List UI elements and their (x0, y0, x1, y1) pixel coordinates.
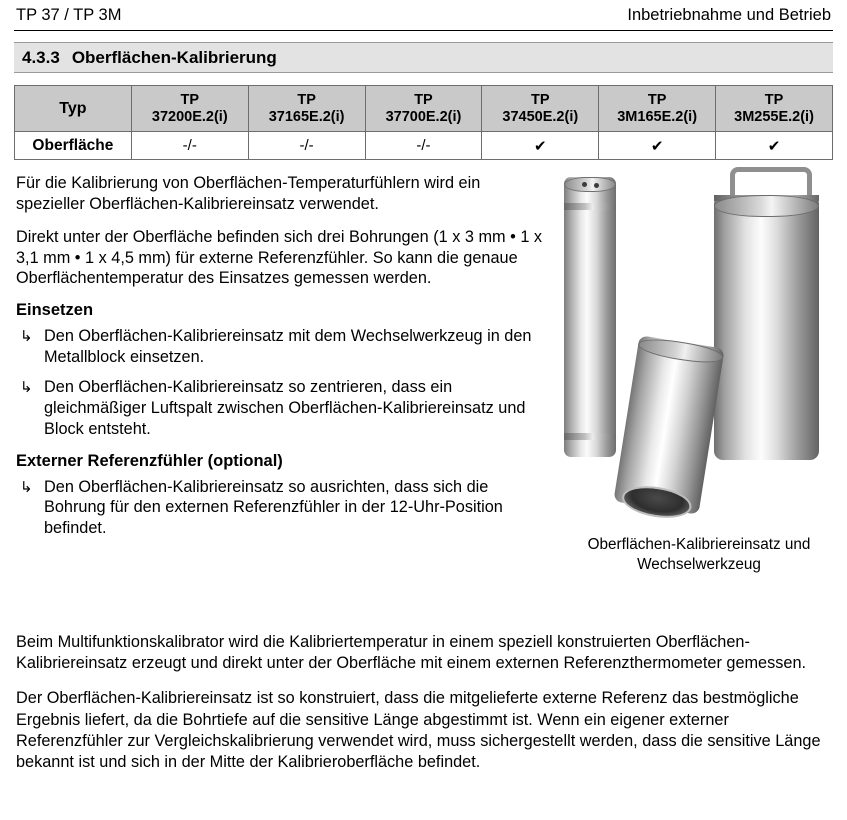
section-title: Oberflächen-Kalibrierung (71, 47, 277, 67)
table-header-col-3 (365, 86, 482, 132)
bottom-paragraph-1: Beim Multifunktionskalibrator wird die Kalibriertemperatur in einem speziell konstruierten Oberflächen-Kalibriereinsatz erzeugt und direkt unter der Oberfläche mit einem externen Referenzthermometer gemessen. (16, 633, 807, 673)
table-header-col-6-line2: 3M255E.2(i) (734, 108, 814, 125)
right-figure-column (554, 173, 844, 573)
sleeve-top-cap (637, 335, 725, 366)
intro-paragraph-1: Für die Kalibrierung von Oberflächen-Temperaturfühlern wird ein spezieller Oberflächen-Kalibriereinsatz verwendet. (16, 174, 481, 213)
table-header-col-1-line1: TP (180, 92, 200, 109)
table-header-col-3-line1: TP (414, 92, 433, 109)
page-header (14, 0, 833, 31)
header-left-text: TP 37 / TP 3M (16, 6, 122, 24)
figure-caption (554, 535, 844, 575)
calibration-sleeve-illustration (613, 335, 724, 514)
left-text-column (16, 173, 546, 548)
bore-hole-icon (594, 183, 599, 188)
table-header-col-4 (482, 86, 599, 132)
list-item-text: Den Oberflächen-Kalibriereinsatz so zentrieren, dass ein gleichmäßiger Luftspalt zwischen Oberflächen-Kalibriereinsatz und Block entsteht. (44, 378, 526, 438)
table-header-col-3-line2: 37700E.2(i) (385, 108, 462, 125)
header-right-text: Inbetriebnahme und Betrieb (627, 6, 831, 24)
table-cell-6: ✔ (716, 132, 833, 160)
table-cell-2: -/- (248, 132, 365, 160)
table-header-col-1 (131, 86, 248, 132)
table-header-col-2 (248, 86, 365, 132)
table-cell-1: -/- (131, 132, 248, 160)
table-cell-5: ✔ (599, 132, 716, 160)
table-header-col-2-line2: 37165E.2(i) (268, 108, 345, 125)
hand-pointer-icon: ↳ (20, 328, 33, 346)
figure-image (554, 173, 844, 573)
insert-top-cap (564, 177, 616, 192)
list-item (16, 377, 546, 440)
calibration-insert-illustration (564, 177, 616, 457)
table-header-col-4-line1: TP (531, 92, 550, 109)
list-item (16, 326, 546, 368)
insert-ring (564, 433, 616, 440)
subheading-einsetzen: Einsetzen (16, 301, 94, 320)
table-header-row (15, 86, 833, 132)
table-row-label: Oberfläche (15, 132, 132, 160)
figure-caption-line2: Wechselwerkzeug (637, 555, 761, 573)
table-header-col-1-line2: 37200E.2(i) (151, 108, 228, 125)
body-columns (14, 173, 833, 603)
table-header-col-6 (716, 86, 833, 132)
table-header-col-5 (599, 86, 716, 132)
table-row (15, 132, 833, 160)
bottom-paragraph-2: Der Oberflächen-Kalibriereinsatz ist so konstruiert, dass die mitgelieferte externe Referenz das bestmögliche Ergebnis liefert, da die Bohrtiefe auf die sensitive Länge abgestimmt ist. Wenn ein eigener externer Referenzfühler zur Vergleichskalibrierung verwendet wird, muss sichergestellt werden, dass die sensitive Länge bekannt ist und sich in der Mitte der Kalibrieroberfläche befindet. (16, 689, 821, 771)
table-cell-4: ✔ (482, 132, 599, 160)
section-heading-bar (14, 42, 833, 73)
bottom-text-block (16, 632, 835, 787)
list-item-text: Den Oberflächen-Kalibriereinsatz so ausrichten, dass sich die Bohrung für den externen Referenzfühler in der 12-Uhr-Position befindet. (44, 477, 503, 538)
tool-top-cap (714, 195, 819, 217)
bullet-list-externer-referenzfuehler (16, 477, 546, 540)
subheading-externer-referenzfuehler: Externer Referenzfühler (optional) (16, 451, 283, 470)
table-header-typ: Typ (15, 86, 132, 132)
hand-pointer-icon: ↳ (20, 379, 33, 397)
list-item-text: Den Oberflächen-Kalibriereinsatz mit dem Wechselwerkzeug in den Metallblock einsetzen. (44, 327, 532, 367)
exchange-tool-body (714, 195, 819, 460)
table-header-col-2-line1: TP (297, 92, 316, 109)
table-header-col-5-line1: TP (647, 92, 667, 109)
sleeve-bore-opening (620, 482, 694, 523)
bullet-list-einsetzen (16, 326, 546, 439)
intro-paragraph-2: Direkt unter der Oberfläche befinden sich drei Bohrungen (1 x 3 mm • 1 x 3,1 mm • 1 x 4,5 mm) für externe Referenzfühler. So kann die genaue Oberflächentemperatur des Einsatzes gemessen werden. (16, 227, 543, 288)
figure-caption-line1: Oberflächen-Kalibriereinsatz und (587, 536, 811, 553)
section-number: 4.3.3 (22, 47, 60, 67)
insert-ring (564, 203, 616, 210)
probe-type-table (14, 85, 833, 160)
bore-hole-icon (582, 182, 587, 187)
hand-pointer-icon: ↳ (20, 478, 33, 496)
table-header-col-6-line1: TP (764, 92, 784, 109)
list-item (16, 477, 546, 540)
table-cell-3: -/- (365, 132, 482, 160)
table-header-col-5-line2: 3M165E.2(i) (617, 108, 698, 125)
table-header-col-4-line2: 37450E.2(i) (502, 108, 579, 125)
